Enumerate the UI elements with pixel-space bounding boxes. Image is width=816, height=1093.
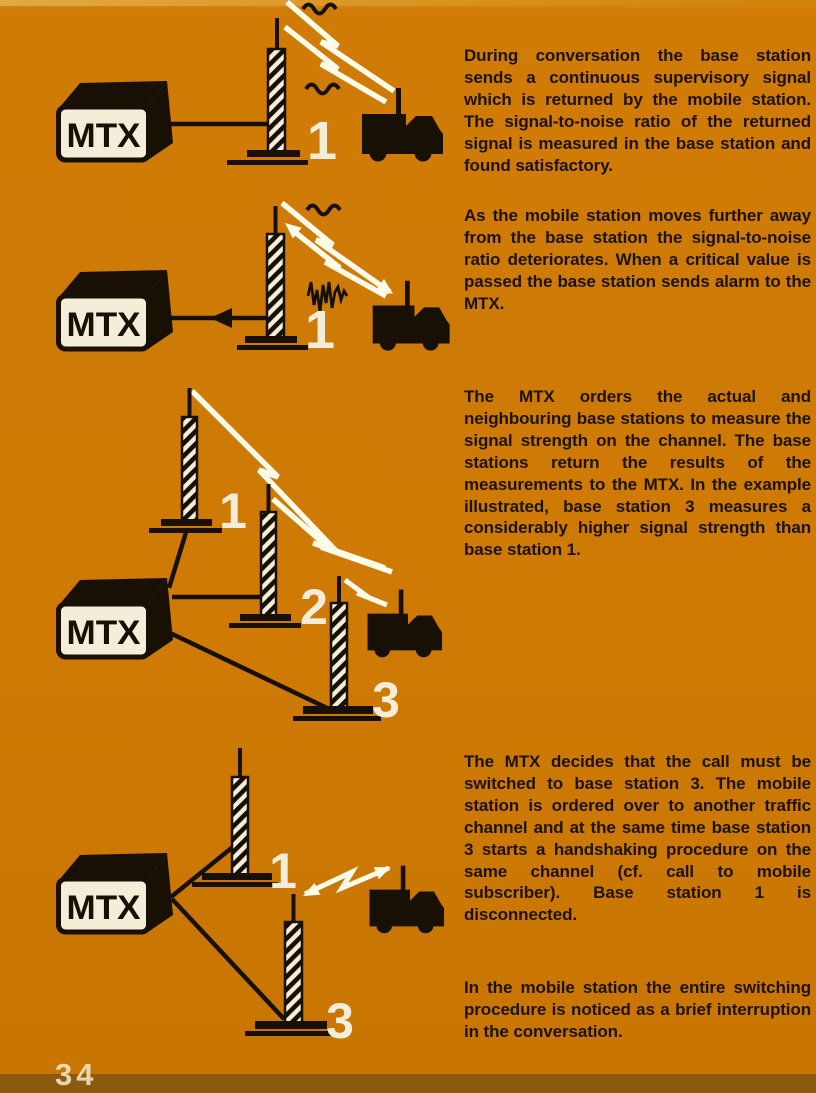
step-5-description: In the mobile station the entire switching procedure is noticed as a brief interruption in the conversation. — [464, 978, 811, 1041]
mtx-link-line — [168, 632, 327, 708]
station-number: 1 — [269, 843, 297, 899]
supervisory-signal-squiggle-icon — [306, 85, 339, 94]
station-number: 1 — [304, 300, 336, 360]
mtx-exchange-box — [59, 578, 174, 657]
station-number: 1 — [219, 483, 247, 539]
step-3-description: The MTX orders the actual and neighbouring base stations to measure the signal strength on the channel. The base stations return the results of the measurements to the MTX. In the example illustrated, base station 3 measures a considerably higher signal strength than base station 1. — [464, 387, 811, 560]
step-1-description: During conversation the base station sends a continuous supervisory signal which is returned by the mobile station. The signal-to-noise ratio of the returned signal is measured in the base station and found satisfactory. — [464, 46, 811, 175]
figure-step-2-alarm — [59, 203, 450, 360]
figure-step-1-supervisory-signal — [59, 2, 444, 171]
mtx-label: MTX — [66, 614, 141, 652]
mtx-exchange-box — [59, 81, 174, 160]
step-4-description: The MTX decides that the call must be switched to base station 3. The mobile station is ordered over to another traffic channel and at the same time base station 3 starts a handshaking procedure on the same channel (cf. call to mobile subscriber). Base station 1 is disconnected. — [464, 752, 811, 925]
mtx-label: MTX — [66, 889, 141, 927]
mtx-label: MTX — [66, 117, 141, 155]
base-station-tower-icon — [192, 748, 278, 887]
radio-signal-bolt-icon — [345, 580, 387, 605]
radio-signal-bolt-icon — [282, 203, 390, 292]
radio-signal-bolt-icon — [192, 391, 392, 572]
mtx-exchange-box — [59, 853, 174, 932]
mobile-station-truck-icon — [362, 88, 443, 162]
signal-arrowhead-icon — [374, 867, 391, 879]
supervisory-signal-squiggle-icon — [307, 206, 340, 215]
radio-signal-bolt-icon — [273, 499, 385, 568]
mtx-link-line — [172, 899, 284, 1019]
figure-step-3-measurements — [59, 388, 443, 728]
base-station-tower-icon — [245, 894, 335, 1036]
radio-signal-bolt-icon — [285, 27, 386, 102]
mtx-label: MTX — [66, 306, 141, 344]
supervisory-signal-squiggle-icon — [303, 5, 336, 14]
mtx-link-line — [169, 529, 187, 588]
figure-step-4-handover — [59, 748, 445, 1049]
alarm-arrow-icon — [210, 308, 232, 328]
mtx-link-line — [171, 846, 234, 897]
station-number: 2 — [300, 579, 328, 635]
step-2-description: As the mobile station moves further away from the base station the signal-to-noise ratio deteriorates. When a critical value is passed the base station sends alarm to the MTX. — [464, 206, 811, 313]
station-number: 3 — [372, 672, 400, 728]
base-station-tower-icon — [227, 18, 308, 165]
page-number: 34 — [55, 1057, 98, 1092]
mtx-exchange-box — [59, 270, 174, 349]
station-number: 1 — [306, 111, 338, 171]
station-number: 3 — [326, 993, 354, 1049]
